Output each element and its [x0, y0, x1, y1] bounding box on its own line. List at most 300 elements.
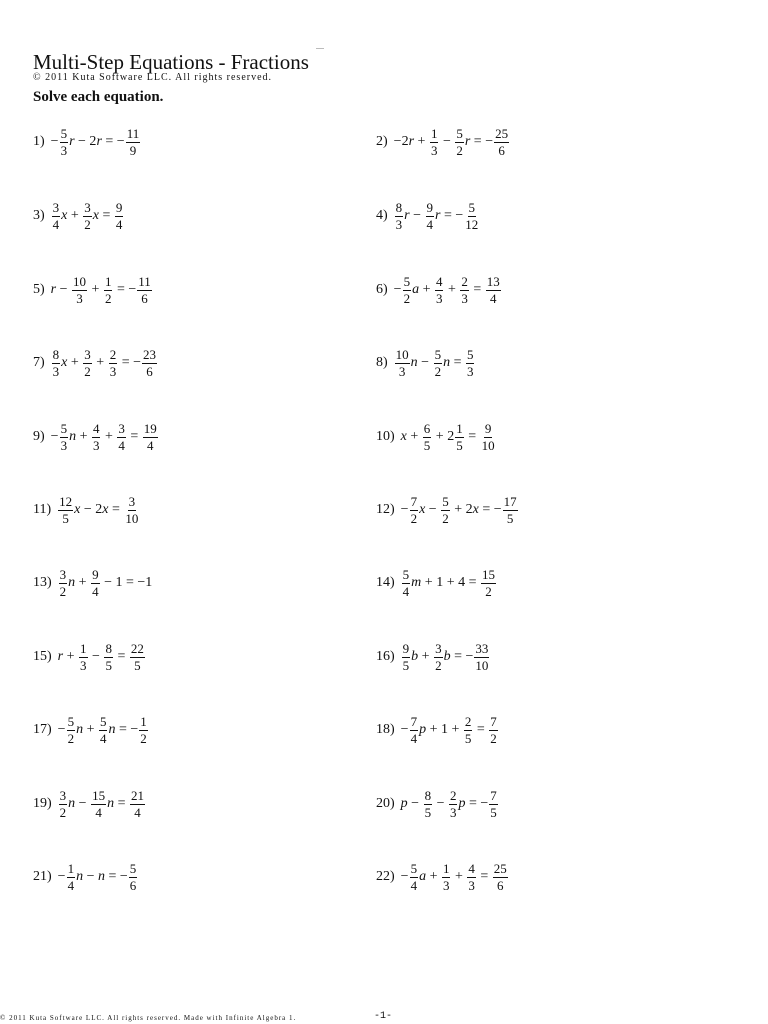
equation: [51, 200, 125, 233]
denominator: 3: [60, 437, 68, 453]
equation-text: = −: [440, 208, 464, 223]
numerator: 21: [130, 787, 144, 803]
fraction: [426, 200, 435, 233]
numerator: 9: [426, 199, 434, 215]
denominator: 4: [92, 583, 99, 599]
variable: x: [92, 208, 100, 223]
equation-text: = −: [465, 796, 489, 811]
fraction: [91, 567, 100, 600]
fraction: [435, 274, 444, 307]
equation: [58, 567, 153, 600]
fraction: [117, 421, 126, 454]
denominator: 3: [398, 363, 406, 379]
fraction: [104, 641, 113, 674]
denominator: 5: [423, 437, 431, 453]
problem-item: [376, 855, 509, 899]
equation-text: −2: [393, 134, 409, 149]
equation-text: −: [88, 649, 104, 664]
denominator: 3: [442, 877, 450, 893]
equation: [394, 200, 481, 233]
numerator: 10: [73, 273, 87, 289]
variable: r: [69, 134, 75, 149]
fraction: [52, 347, 61, 380]
fraction: [59, 567, 68, 600]
problem-number: 14): [376, 575, 395, 590]
denominator: 5: [490, 804, 497, 820]
equation: [401, 567, 497, 600]
equation-text: = −: [118, 355, 141, 370]
fraction: [92, 421, 101, 454]
variable: b: [411, 649, 419, 664]
equation-text: =: [464, 429, 480, 444]
numerator: 1: [104, 273, 112, 289]
numerator: 9: [92, 566, 99, 582]
problem-item: [376, 415, 497, 459]
equation-text: −: [50, 429, 59, 444]
denominator: 5: [134, 657, 141, 673]
equation: [401, 421, 497, 454]
fraction: [142, 347, 157, 380]
numerator: 5: [403, 273, 411, 289]
equation-text: =: [476, 869, 492, 884]
equation: [51, 347, 158, 380]
denominator: 4: [118, 437, 125, 453]
variable: x: [400, 429, 407, 444]
fraction: [126, 126, 141, 159]
equation-text: +: [92, 355, 108, 370]
numerator: 7: [490, 787, 497, 803]
denominator: 2: [67, 730, 75, 746]
variable: r: [50, 282, 57, 297]
fraction: [83, 200, 92, 233]
numerator: 3: [59, 787, 67, 803]
equation-text: +: [101, 429, 117, 444]
fraction: [441, 494, 450, 527]
equation: [394, 126, 510, 159]
equation-text: =: [450, 355, 465, 370]
variable: n: [107, 796, 115, 811]
fraction: [481, 421, 496, 454]
equation-text: −: [409, 208, 425, 223]
fraction: [424, 788, 433, 821]
fraction: [60, 126, 69, 159]
fraction: [67, 861, 76, 894]
denominator: 2: [490, 730, 497, 746]
variable: r: [435, 208, 441, 223]
fraction: [410, 494, 419, 527]
denominator: 4: [67, 877, 75, 893]
equation: [401, 641, 491, 674]
numerator: 8: [424, 787, 432, 803]
denominator: 2: [403, 290, 411, 306]
variable: n: [69, 429, 77, 444]
fraction: [99, 714, 108, 747]
numerator: 23: [143, 346, 156, 362]
fraction: [403, 274, 412, 307]
equation-text: =: [113, 649, 129, 664]
numerator: 1: [430, 125, 438, 141]
fraction: [130, 788, 145, 821]
denominator: 6: [146, 363, 153, 379]
numerator: 15: [92, 787, 106, 803]
fraction: [104, 274, 113, 307]
problem-number: 4): [376, 208, 388, 223]
instruction-text: Solve each equation.: [33, 89, 164, 105]
fraction: [494, 126, 509, 159]
equation-text: −: [83, 869, 98, 884]
equation: [401, 714, 499, 747]
denominator: 4: [134, 804, 141, 820]
numerator: 7: [490, 713, 497, 729]
equation: [401, 861, 509, 894]
denominator: 2: [84, 363, 91, 379]
problem-item: [376, 635, 490, 679]
equation-text: +: [418, 649, 434, 664]
denominator: 5: [105, 657, 112, 673]
variable: x: [472, 502, 479, 517]
variable: n: [68, 575, 76, 590]
denominator: 10: [481, 437, 495, 453]
fraction: [410, 861, 419, 894]
numerator: 5: [434, 346, 442, 362]
problem-number: 5): [33, 282, 45, 297]
fraction: [67, 714, 76, 747]
numerator: 6: [423, 420, 431, 436]
variable: r: [57, 649, 64, 664]
problem-item: [33, 268, 153, 312]
problem-number: 11): [33, 502, 52, 517]
fraction: [143, 421, 158, 454]
variable: x: [102, 502, 109, 517]
equation: [394, 274, 502, 307]
equation: [394, 347, 476, 380]
problem-item: [33, 415, 159, 459]
equation-text: +: [76, 429, 91, 444]
equation-text: −: [400, 869, 409, 884]
denominator: 4: [490, 290, 497, 306]
numerator: 11: [138, 273, 151, 289]
denominator: 2: [485, 583, 492, 599]
denominator: 5: [62, 510, 69, 526]
equation-text: −: [57, 722, 66, 737]
fraction: [124, 494, 139, 527]
variable: m: [411, 575, 422, 590]
denominator: 6: [141, 290, 148, 306]
fraction: [137, 274, 152, 307]
numerator: 4: [435, 273, 443, 289]
denominator: 4: [147, 437, 154, 453]
numerator: 3: [118, 420, 125, 436]
equation: [401, 788, 499, 821]
problem-number: 10): [376, 429, 395, 444]
numerator: 5: [99, 713, 107, 729]
denominator: 4: [410, 730, 418, 746]
problem-item: [33, 708, 149, 752]
problem-item: [376, 561, 497, 605]
problem-item: [376, 120, 510, 164]
equation-text: = −: [104, 869, 128, 884]
denominator: 2: [84, 216, 91, 232]
problem-number: 2): [376, 134, 388, 149]
denominator: 5: [506, 510, 514, 526]
denominator: 3: [430, 142, 438, 158]
problem-number: 18): [376, 722, 395, 737]
numerator: 25: [493, 860, 507, 876]
numerator: 5: [129, 860, 137, 876]
equation-text: + 1 + 4 =: [421, 575, 480, 590]
numerator: 4: [92, 420, 100, 436]
equation: [51, 421, 159, 454]
denominator: 4: [99, 730, 107, 746]
equation-text: +: [426, 869, 441, 884]
numerator: 5: [410, 860, 418, 876]
equation-text: −: [56, 282, 72, 297]
denominator: 3: [395, 216, 403, 232]
corner-mark: [316, 48, 324, 49]
denominator: 4: [410, 877, 418, 893]
fraction: [464, 714, 473, 747]
problem-number: 7): [33, 355, 45, 370]
fraction: [423, 421, 432, 454]
problem-number: 16): [376, 649, 395, 664]
fraction: [130, 641, 145, 674]
denominator: 3: [52, 363, 60, 379]
equation-text: +: [414, 134, 429, 149]
numerator: 5: [67, 713, 75, 729]
denominator: 12: [465, 216, 479, 232]
fraction: [52, 200, 61, 233]
equation-text: −: [425, 502, 441, 517]
equation-text: = −: [113, 282, 137, 297]
denominator: 10: [475, 657, 489, 673]
variable: a: [419, 869, 427, 884]
numerator: 3: [84, 199, 91, 215]
fraction: [91, 788, 106, 821]
equation-text: +: [88, 282, 103, 297]
denominator: 4: [95, 804, 102, 820]
numerator: 5: [402, 566, 410, 582]
numerator: 12: [59, 493, 73, 509]
problem-item: [376, 782, 499, 826]
denominator: 3: [60, 142, 68, 158]
numerator: 3: [84, 346, 91, 362]
equation: [51, 274, 153, 307]
numerator: 15: [481, 566, 495, 582]
variable: p: [419, 722, 427, 737]
fraction: [59, 788, 68, 821]
equation-text: +: [419, 282, 434, 297]
problem-item: [33, 561, 152, 605]
denominator: 2: [456, 142, 463, 158]
problem-number: 9): [33, 429, 45, 444]
numerator: 11: [126, 125, 140, 141]
variable: n: [68, 796, 76, 811]
equation-text: − 1 = −1: [100, 575, 153, 590]
denominator: 2: [140, 730, 147, 746]
equation-text: + 2: [450, 502, 473, 517]
numerator: 19: [143, 420, 157, 436]
fraction: [139, 714, 148, 747]
footer-text: © 2011 Kuta Software LLC. All rights reserved. Made with Infinite Algebra 1.: [0, 1014, 297, 1022]
problem-number: 20): [376, 796, 395, 811]
numerator: 3: [59, 566, 67, 582]
numerator: 5: [60, 420, 68, 436]
variable: n: [108, 722, 116, 737]
denominator: 3: [76, 290, 83, 306]
fraction: [60, 421, 69, 454]
equation-text: =: [108, 502, 124, 517]
variable: x: [61, 208, 68, 223]
problem-number: 13): [33, 575, 52, 590]
problem-number: 15): [33, 649, 52, 664]
problem-item: [33, 488, 140, 532]
numerator: 17: [503, 493, 517, 509]
equation: [58, 641, 146, 674]
equation-text: +: [75, 575, 91, 590]
equation-text: + 2: [432, 429, 455, 444]
denominator: 2: [442, 510, 449, 526]
problem-item: [376, 194, 480, 238]
numerator: 3: [52, 199, 60, 215]
variable: n: [76, 869, 84, 884]
equation-text: +: [63, 649, 79, 664]
problem-number: 6): [376, 282, 388, 297]
fraction: [467, 861, 476, 894]
numerator: 5: [456, 125, 463, 141]
denominator: 2: [435, 657, 442, 673]
fraction: [481, 567, 496, 600]
denominator: 6: [498, 142, 505, 158]
fraction: [109, 347, 118, 380]
copyright-notice: © 2011 Kuta Software LLC. All rights reserved.: [33, 72, 273, 83]
equation-text: +: [406, 429, 422, 444]
equation-text: +: [444, 282, 460, 297]
problem-item: [376, 708, 499, 752]
fraction: [503, 494, 518, 527]
denominator: 5: [424, 804, 432, 820]
fraction: [395, 200, 404, 233]
equation: [57, 494, 140, 527]
variable: r: [464, 134, 471, 149]
equation-text: −: [407, 796, 423, 811]
problem-number: 19): [33, 796, 52, 811]
denominator: 3: [468, 877, 475, 893]
numerator: 9: [484, 420, 492, 436]
variable: n: [97, 869, 105, 884]
problem-item: [33, 341, 158, 385]
equation-text: − 2: [74, 134, 97, 149]
equation-text: =: [473, 722, 489, 737]
variable: r: [408, 134, 415, 149]
equation-text: =: [114, 796, 129, 811]
denominator: 4: [52, 216, 60, 232]
numerator: 5: [468, 199, 476, 215]
problem-item: [33, 855, 138, 899]
denominator: 2: [410, 510, 418, 526]
fraction: [489, 788, 498, 821]
equation-text: +: [67, 355, 83, 370]
problem-item: [376, 268, 502, 312]
numerator: 8: [52, 346, 60, 362]
equation-text: −: [75, 796, 91, 811]
fraction: [466, 347, 475, 380]
equation-text: =: [99, 208, 114, 223]
page-number: -1-: [374, 1011, 393, 1022]
denominator: 10: [125, 510, 139, 526]
denominator: 3: [109, 363, 117, 379]
denominator: 5: [456, 437, 463, 453]
variable: p: [458, 796, 466, 811]
problem-item: [33, 782, 146, 826]
equation: [58, 861, 139, 894]
denominator: 3: [80, 657, 87, 673]
fraction: [83, 347, 92, 380]
equation-text: = −: [478, 502, 502, 517]
numerator: 9: [115, 199, 123, 215]
numerator: 2: [449, 787, 457, 803]
problem-item: [33, 635, 146, 679]
numerator: 3: [435, 640, 442, 656]
denominator: 4: [426, 216, 434, 232]
denominator: 3: [449, 804, 457, 820]
problem-number: 12): [376, 502, 395, 517]
equation-text: −: [439, 134, 455, 149]
denominator: 2: [59, 804, 67, 820]
equation-text: +: [67, 208, 83, 223]
denominator: 3: [466, 363, 474, 379]
numerator: 5: [60, 125, 68, 141]
problem-item: [376, 488, 519, 532]
fraction: [434, 641, 443, 674]
fraction: [442, 861, 451, 894]
denominator: 3: [435, 290, 443, 306]
fraction: [410, 714, 419, 747]
denominator: 9: [129, 142, 137, 158]
equation: [58, 788, 146, 821]
numerator: 9: [402, 640, 410, 656]
denominator: 6: [129, 877, 137, 893]
fraction: [395, 347, 410, 380]
fraction: [455, 126, 464, 159]
fraction: [464, 200, 479, 233]
numerator: 1: [140, 713, 147, 729]
denominator: 6: [497, 877, 504, 893]
fraction: [449, 788, 458, 821]
numerator: 33: [475, 640, 489, 656]
equation-text: = −: [450, 649, 474, 664]
equation-text: =: [126, 429, 142, 444]
numerator: 8: [105, 640, 112, 656]
denominator: 2: [104, 290, 112, 306]
numerator: 1: [67, 860, 75, 876]
variable: p: [400, 796, 408, 811]
problem-number: 8): [376, 355, 388, 370]
numerator: 13: [486, 273, 500, 289]
denominator: 2: [434, 363, 442, 379]
numerator: 5: [442, 493, 449, 509]
fraction: [115, 200, 124, 233]
equation-text: −: [400, 502, 409, 517]
problem-number: 1): [33, 134, 45, 149]
denominator: 3: [92, 437, 100, 453]
fraction: [79, 641, 88, 674]
equation-text: + 1 +: [426, 722, 463, 737]
variable: n: [76, 722, 84, 737]
variable: x: [419, 502, 426, 517]
equation-text: −: [393, 282, 402, 297]
numerator: 1: [442, 860, 450, 876]
numerator: 8: [395, 199, 403, 215]
